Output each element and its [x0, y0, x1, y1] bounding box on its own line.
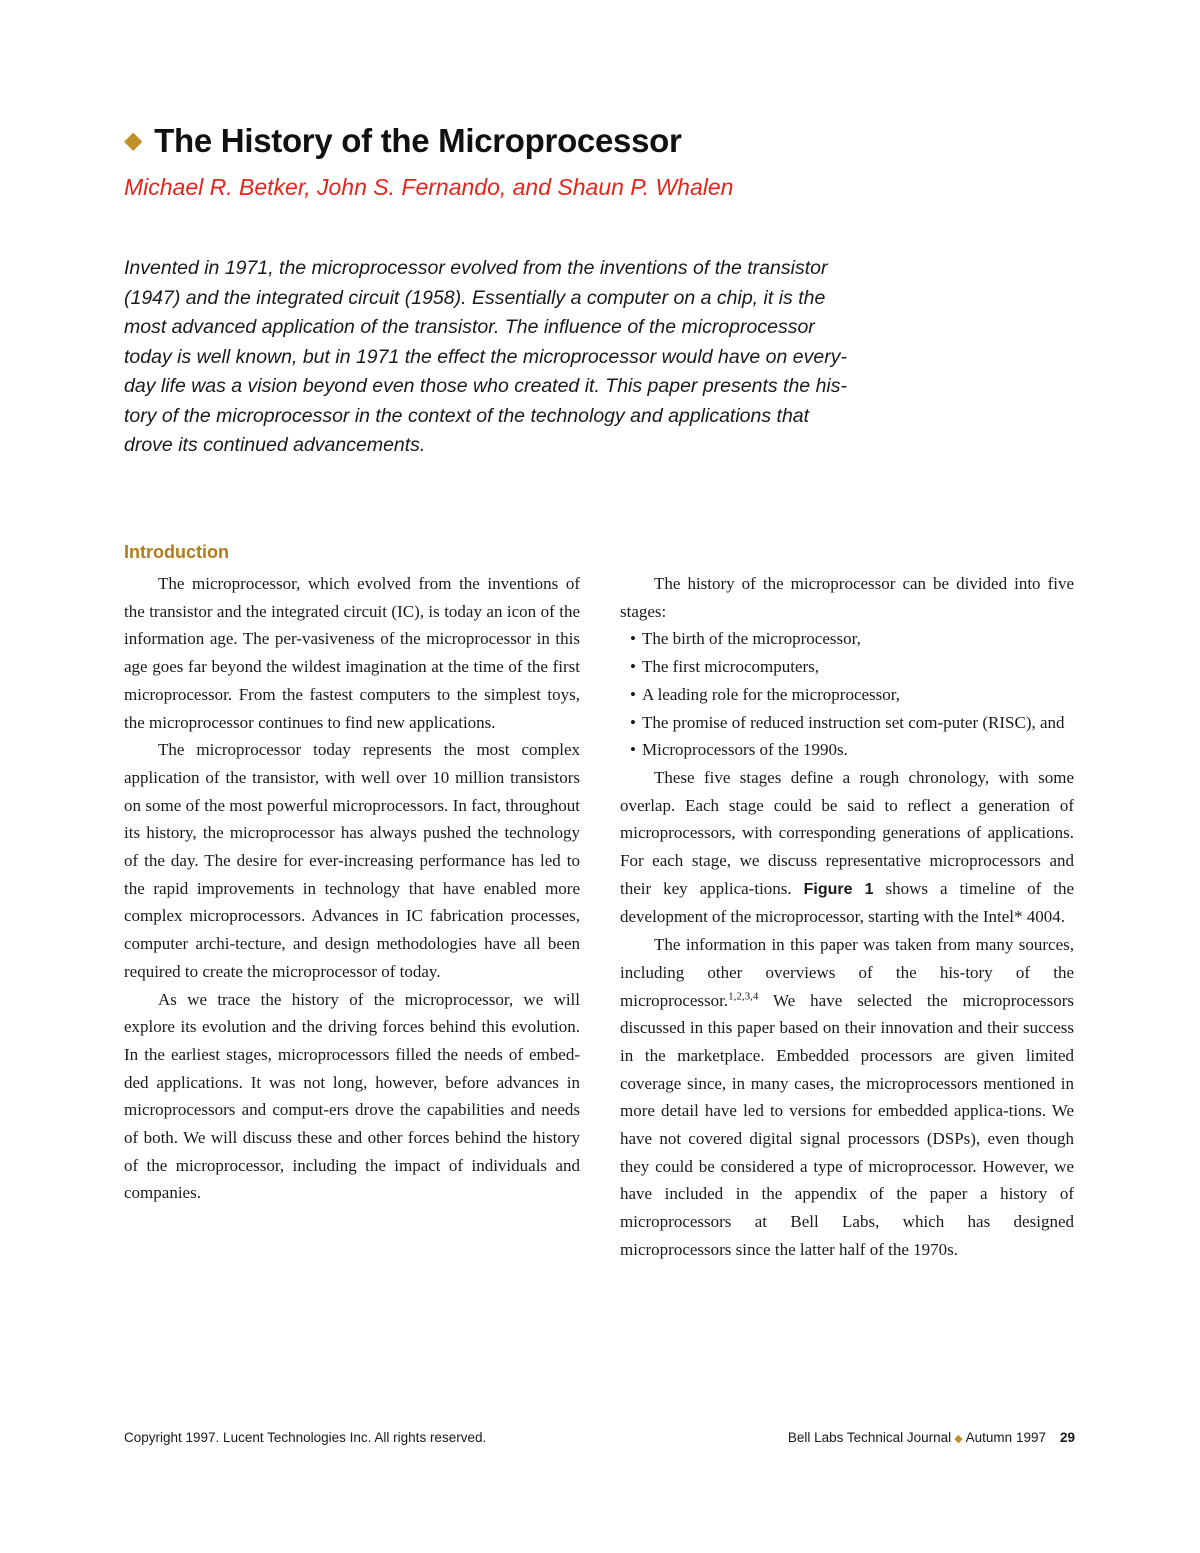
- right-column: [620, 570, 1074, 1264]
- diamond-icon: ◆: [954, 1433, 963, 1445]
- paper-title: [124, 122, 682, 160]
- paragraph-text: The information in this paper was taken from many sources, including other overviews of the his-tory of the microprocessor.: [620, 935, 1074, 1010]
- citation-references[interactable]: 1,2,3,4: [728, 989, 759, 1002]
- list-item: [630, 653, 1074, 681]
- list-item-text: The birth of the microprocessor,: [642, 629, 861, 649]
- paragraph: The microprocessor, which evolved from the inventions of the transistor and the integrated circuit (IC), is today an icon of the information age. The per-vasiveness of the microprocessor in this age goes far beyond the wildest imagination at the time of the first microprocessor. From the fastest computers to the simplest toys, the microprocessor continues to find new applications.: [124, 574, 580, 732]
- bullet-dot-icon: •: [630, 657, 636, 677]
- list-item: [630, 736, 1074, 764]
- paragraph: The history of the microprocessor can be divided into five stages:: [620, 574, 1074, 621]
- paragraph-text: These five stages define a rough chronology, with some overlap. Each stage could be said to reflect a generation of microprocessors, with corresponding generations of applications. For each stage, we discuss representative microprocessors and their key applica-tions.: [620, 767, 1074, 898]
- list-item: [630, 681, 1074, 709]
- abstract-line: tory of the microprocessor in the context of the technology and applications that: [124, 404, 810, 427]
- paragraph-text: shows a timeline of the development of the microprocessor, starting with the Intel* 4004.: [620, 878, 1074, 927]
- list-item-text: The first microcomputers,: [642, 657, 820, 677]
- abstract-line: (1947) and the integrated circuit (1958). Essentially a computer on a chip, it is the: [124, 286, 826, 309]
- list-item: [630, 709, 1074, 737]
- diamond-icon: ◆: [124, 127, 143, 154]
- figure-reference-link[interactable]: Figure 1: [803, 880, 874, 898]
- journal-name: Bell Labs Technical Journal: [787, 1430, 952, 1445]
- copyright-notice: Copyright 1997. Lucent Technologies Inc. All rights reserved.: [124, 1430, 487, 1445]
- abstract-line: day life was a vision beyond even those who created it. This paper presents the his-: [124, 375, 847, 397]
- abstract-line: drove its continued advancements.: [124, 434, 426, 456]
- page-number: 29: [1059, 1430, 1075, 1445]
- journal-issue: Autumn 1997: [965, 1430, 1046, 1445]
- paragraph: [620, 764, 1074, 931]
- paragraph: The microprocessor today represents the most complex application of the transistor, with well over 10 million transistors on some of the most powerful microprocessors. In fact, throughout its history, the microprocessor has always pushed the technology of the day. The desire for ever-increasing performance has led to the rapid improvements in technology that have enabled more complex microprocessors. Advances in IC fabrication processes, computer archi-tecture, and design methodologies have all been required to create the microprocessor of today.: [124, 740, 580, 981]
- bullet-dot-icon: •: [630, 712, 636, 732]
- journal-footer: [788, 1430, 1075, 1445]
- left-column: [124, 570, 580, 1207]
- paragraph: [620, 931, 1074, 1263]
- bullet-dot-icon: •: [630, 629, 636, 649]
- stage-list: [620, 625, 1074, 764]
- abstract-line: today is well known, but in 1971 the effect the microprocessor would have on every-: [124, 345, 847, 368]
- section-heading: Introduction: [124, 542, 229, 562]
- paper-authors: Michael R. Betker, John S. Fernando, and Shaun P. Whalen: [124, 174, 734, 200]
- abstract: [124, 254, 904, 461]
- list-item-text: The promise of reduced instruction set com-puter (RISC), and: [642, 712, 1065, 732]
- bullet-dot-icon: •: [630, 740, 636, 760]
- paragraph-text: We have selected the microprocessors discussed in this paper based on their innovation and their success in the marketplace. Embedded processors are given limited coverage since, in many cases, the microprocessors mentioned in more detail have led to versions for embedded applica-tions. We have not covered digital signal processors (DSPs), even though they could be considered a type of microprocessor. However, we have included in the appendix of the paper a history of microprocessors at Bell Labs, which has designed microprocessors since the latter half of the 1970s.: [620, 990, 1074, 1259]
- list-item-text: A leading role for the microprocessor,: [642, 684, 901, 704]
- bullet-dot-icon: •: [630, 684, 636, 704]
- abstract-line: Invented in 1971, the microprocessor evolved from the inventions of the transistor: [124, 257, 828, 279]
- list-item: [630, 625, 1074, 653]
- paper-title-text: The History of the Microprocessor: [154, 122, 682, 159]
- list-item-text: Microprocessors of the 1990s.: [642, 740, 848, 760]
- abstract-line: most advanced application of the transistor. The influence of the microprocessor: [124, 316, 815, 338]
- paragraph: As we trace the history of the microprocessor, we will explore its evolution and the driving forces behind this evolution. In the earliest stages, microprocessors filled the needs of embed-ded applications. It was not long, however, before advances in microprocessors and comput-ers drove the capabilities and needs of both. We will discuss these and other forces behind the history of the microprocessor, including the impact of individuals and companies.: [124, 989, 580, 1203]
